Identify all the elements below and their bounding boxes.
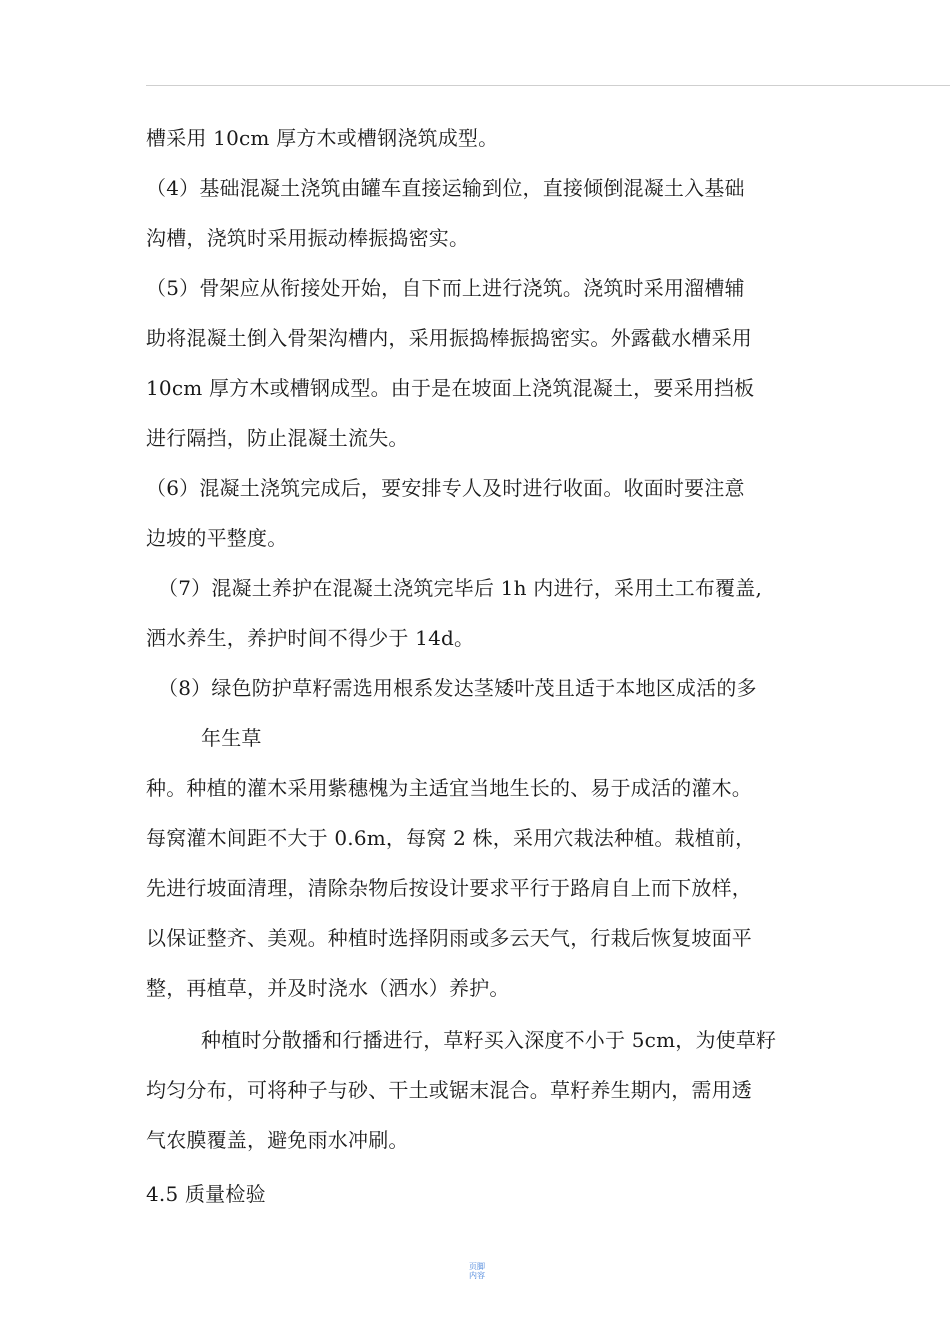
text-line: 整，再植草，并及时浇水（洒水）养护。 [146, 976, 510, 1000]
footer-line: 页脚 [469, 1262, 485, 1271]
text-line: 以保证整齐、美观。种植时选择阴雨或多云天气，行栽后恢复坡面平 [146, 926, 752, 950]
text-line: 均匀分布，可将种子与砂、干土或锯末混合。草籽养生期内，需用透 [146, 1078, 752, 1102]
header-rule [146, 85, 950, 86]
text-line: 每窝灌木间距不大于 0.6m，每窝 2 株，采用穴栽法种植。栽植前， [146, 826, 756, 850]
section-heading: 4.5 质量检验 [146, 1182, 266, 1206]
text-line: 先进行坡面清理，清除杂物后按设计要求平行于路肩自上而下放样， [146, 876, 752, 900]
text-line: 沟槽，浇筑时采用振动棒振捣密实。 [146, 226, 470, 250]
text-line: （7）混凝土养护在混凝土浇筑完毕后 1h 内进行，采用土工布覆盖, [158, 576, 763, 600]
text-line: 年生草 [201, 726, 262, 750]
text-line: 10cm 厚方木或槽钢成型。由于是在坡面上浇筑混凝土，要采用挡板 [146, 376, 755, 400]
text-line: 洒水养生，养护时间不得少于 14d。 [146, 626, 475, 650]
text-line: （6）混凝土浇筑完成后，要安排专人及时进行收面。收面时要注意 [146, 476, 745, 500]
text-line: 进行隔挡，防止混凝土流失。 [146, 426, 409, 450]
footer-line: 内容 [469, 1271, 485, 1280]
text-line: 气农膜覆盖，避免雨水冲刷。 [146, 1128, 409, 1152]
text-line: 种。种植的灌木采用紫穗槐为主适宜当地生长的、易于成活的灌木。 [146, 776, 752, 800]
text-line: 种植时分散播和行播进行，草籽买入深度不小于 5cm，为使草籽 [201, 1028, 777, 1052]
page-footer [466, 1262, 488, 1280]
text-line: （4）基础混凝土浇筑由罐车直接运输到位，直接倾倒混凝土入基础 [146, 176, 745, 200]
text-line: （8）绿色防护草籽需选用根系发达茎矮叶茂且适于本地区成活的多 [158, 676, 757, 700]
text-line: 边坡的平整度。 [146, 526, 288, 550]
text-line: 槽采用 10cm 厚方木或槽钢浇筑成型。 [146, 126, 499, 150]
text-line: （5）骨架应从衔接处开始，自下而上进行浇筑。浇筑时采用溜槽辅 [146, 276, 745, 300]
text-line: 助将混凝土倒入骨架沟槽内，采用振捣棒振捣密实。外露截水槽采用 [146, 326, 752, 350]
